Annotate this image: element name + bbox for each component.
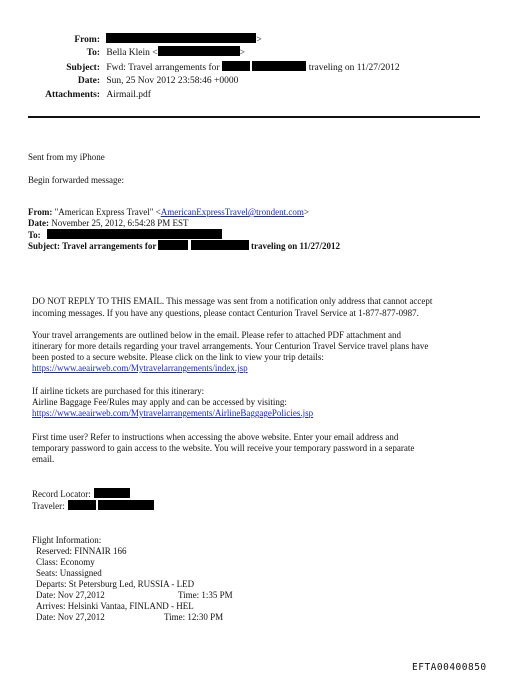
- record-locator-row: [32, 488, 130, 500]
- date-value: Sun, 25 Nov 2012 23:58:46 +0000: [106, 76, 239, 86]
- fwd-from-row: [28, 207, 309, 218]
- baggage-policy-link[interactable]: https://www.aeairweb.com/Mytravelarrangements/AirlineBaggagePolicies.jsp: [32, 408, 314, 418]
- subject-suffix: traveling on 11/27/2012: [308, 63, 400, 73]
- flight-seats: Seats: Unassigned: [36, 568, 102, 578]
- flight-reserved: Reserved: FINNAIR 166: [36, 546, 127, 556]
- header-divider: [28, 116, 480, 118]
- para3-line2: Airline Baggage Fee/Rules may apply and can be accessed by visiting:: [32, 397, 287, 407]
- flight-departs: Departs: St Petersburg Led, RUSSIA - LED: [36, 579, 195, 589]
- para2-line1: Your travel arrangements are outlined below in the email. Please refer to attached PDF attachment and: [32, 330, 401, 340]
- begin-forwarded-line: Begin forwarded message:: [28, 175, 124, 185]
- fwd-date-value: November 25, 2012, 6:54:28 PM EST: [51, 218, 189, 228]
- flight-class: Class: Economy: [36, 557, 95, 567]
- flight-info-title: Flight Information:: [32, 535, 102, 545]
- fwd-subject-suffix: traveling on 11/27/2012: [250, 241, 340, 251]
- traveler-row: [32, 500, 154, 512]
- from-suffix: >: [256, 35, 262, 45]
- redaction-block: [158, 240, 188, 250]
- from-label: From:: [74, 35, 100, 45]
- header-to-row: [30, 46, 245, 59]
- header-from-row: [30, 33, 262, 46]
- flight-dep-date: Date: Nov 27,2012: [36, 590, 105, 600]
- redaction-block: [47, 229, 222, 239]
- flight-arrives: Arrives: Helsinki Vantaa, FINLAND - HEL: [36, 601, 194, 611]
- fwd-from-close: >: [303, 207, 309, 217]
- subject-label: Subject:: [66, 63, 100, 73]
- to-label: To:: [86, 48, 100, 58]
- record-locator-label: Record Locator:: [32, 489, 91, 499]
- fwd-subject-label: Subject:: [28, 241, 60, 251]
- para4-line3: email.: [32, 454, 55, 464]
- para1-line2: incoming messages. If you have any questions, please contact Centurion Travel Service at 1-877-877-0987.: [32, 308, 419, 318]
- header-subject-row: [30, 61, 400, 74]
- fwd-date-row: [28, 218, 189, 229]
- redaction-block: [191, 240, 249, 250]
- para1-line1: DO NOT REPLY TO THIS EMAIL. This message was sent from a notification only address that cannot accept: [32, 296, 433, 306]
- attachments-value[interactable]: Airmail.pdf: [106, 90, 151, 100]
- redaction-block: [98, 500, 154, 510]
- fwd-subject-row: [28, 240, 340, 252]
- redaction-block: [94, 488, 130, 498]
- sent-from-line: Sent from my iPhone: [28, 152, 105, 162]
- flight-dep-time: Time: 1:35 PM: [178, 590, 233, 600]
- to-suffix: >: [239, 48, 245, 58]
- fwd-from-email-link[interactable]: AmericanExpressTravel@trondent.com: [160, 207, 304, 217]
- para4-line2: temporary password to gain access to the website. You will receive your temporary password in a separate: [32, 443, 415, 453]
- para4-line1: First time user? Refer to instructions when accessing the above website. Enter your email address and: [32, 432, 399, 442]
- header-date-row: [30, 75, 238, 87]
- trip-details-link[interactable]: https://www.aeairweb.com/Mytravelarrangements/index.jsp: [32, 363, 248, 373]
- para3-line1: If airline tickets are purchased for this itinerary:: [32, 386, 205, 396]
- to-value: Bella Klein <: [106, 48, 158, 58]
- bates-number: EFTA00400850: [412, 662, 487, 673]
- redaction-block: [68, 500, 96, 510]
- para2-line3: been posted to a secure website. Please click on the link to view your trip details:: [32, 352, 324, 362]
- flight-arr-date: Date: Nov 27,2012: [36, 612, 105, 622]
- traveler-label: Traveler:: [32, 501, 65, 511]
- date-label: Date:: [77, 76, 100, 86]
- redaction-block: [222, 61, 250, 71]
- subject-prefix: Fwd: Travel arrangements for: [106, 63, 220, 73]
- flight-arr-time: Time: 12:30 PM: [164, 612, 224, 622]
- header-attachments-row: [30, 89, 151, 101]
- fwd-from-label: From:: [28, 207, 53, 217]
- fwd-from-name: "American Express Travel" <: [54, 207, 161, 217]
- para2-line2: itinerary for more details regarding your travel arrangements. Your Centurion Travel Service travel plans have: [32, 341, 429, 351]
- attachments-label: Attachments:: [45, 90, 100, 100]
- redaction-block: [158, 46, 240, 56]
- redaction-block: [106, 33, 256, 43]
- fwd-subject-prefix: Travel arrangements for: [62, 241, 157, 251]
- fwd-to-label: To:: [28, 230, 41, 240]
- redaction-block: [252, 61, 306, 71]
- fwd-date-label: Date:: [28, 218, 49, 228]
